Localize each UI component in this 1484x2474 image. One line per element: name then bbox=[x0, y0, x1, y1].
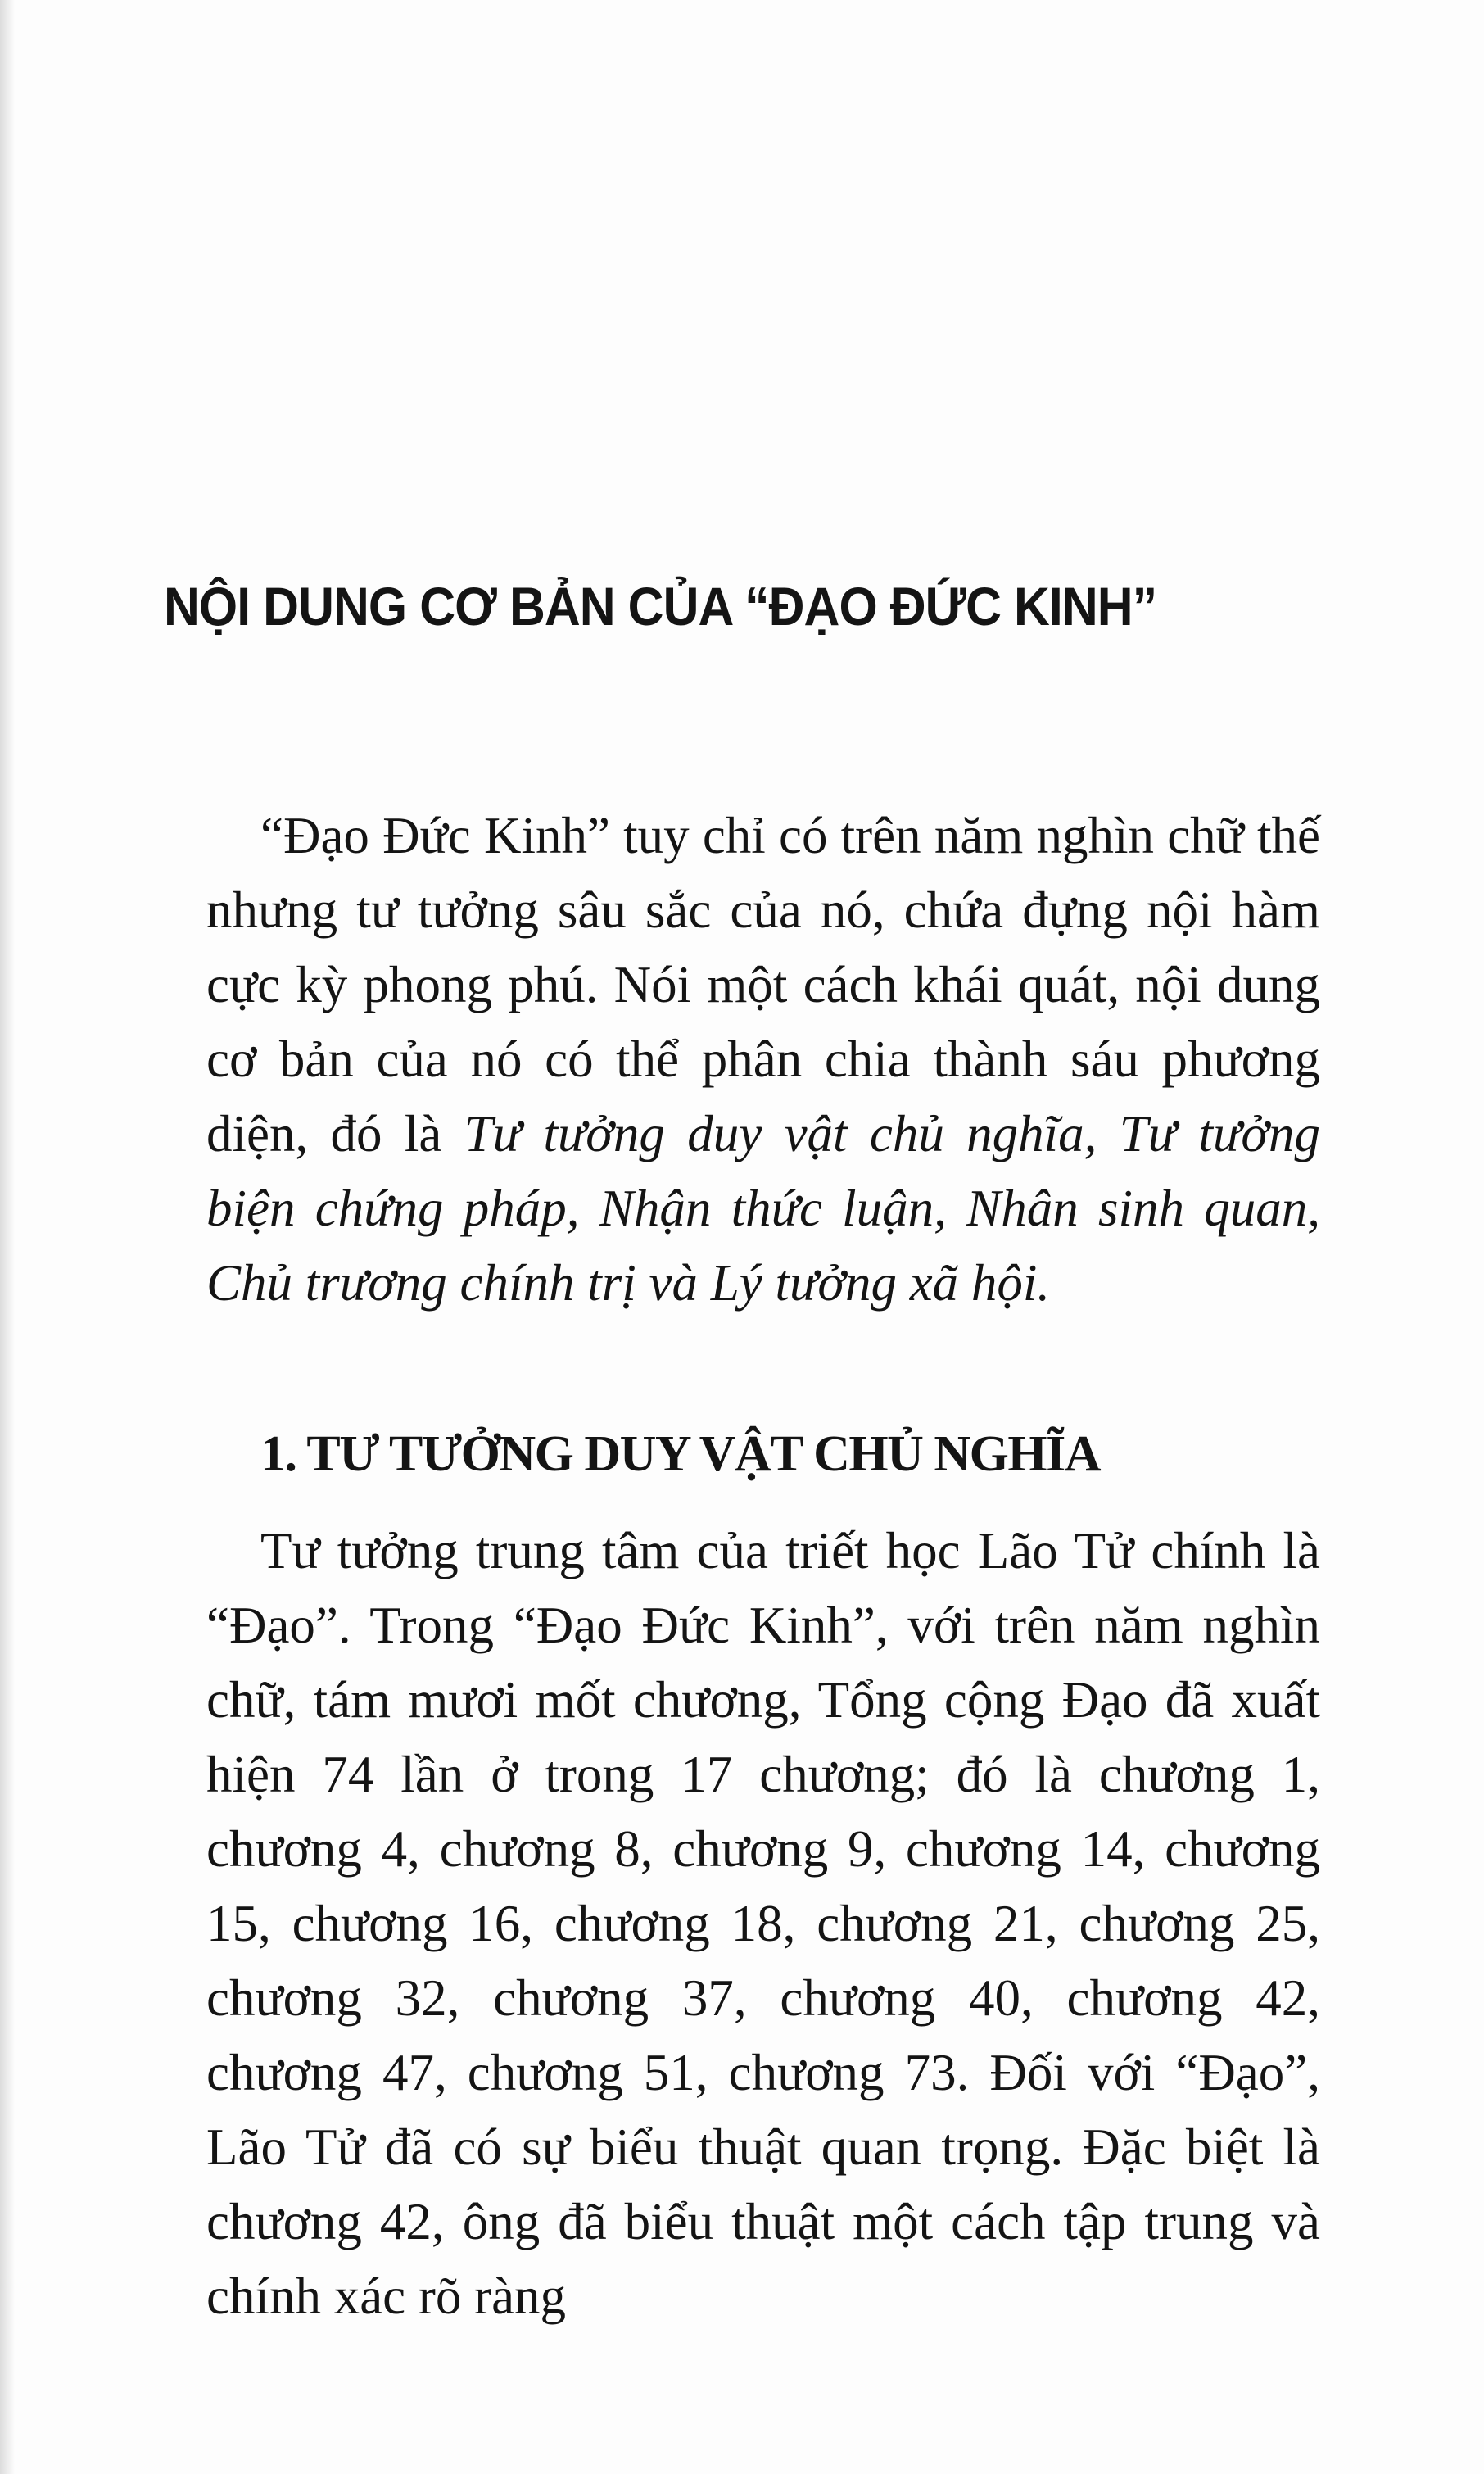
section-heading: 1. TƯ TƯỞNG DUY VẬT CHỦ NGHĨA bbox=[260, 1426, 1100, 1482]
intro-aspects-italic: Tư tưởng duy vật chủ nghĩa, Tư tưởng biện chứng pháp, Nhận thức luận, Nhân sinh quan, Chủ trương chính trị và Lý tưởng xã hội. bbox=[206, 1105, 1320, 1312]
section-paragraph: Tư tưởng trung tâm của triết học Lão Tử chính là “Đạo”. Trong “Đạo Đức Kinh”, với trên năm nghìn chữ, tám mươi mốt chương, Tổng cộng Đạo đã xuất hiện 74 lần ở trong 17 chương; đó là chương 1, chương 4, chương 8, chương 9, chương 14, chương 15, chương 16, chương 18, chương 21, chương 25, chương 32, chương 37, chương 40, chương 42, chương 47, chương 51, chương 73. Đối với “Đạo”, Lão Tử đã có sự biểu thuật quan trọng. Đặc biệt là chương 42, ông đã biểu thuật một cách tập trung và chính xác rõ ràng bbox=[206, 1522, 1320, 2325]
chapter-title: NỘI DUNG CƠ BẢN CỦA “ĐẠO ĐỨC KINH” bbox=[164, 576, 1157, 637]
page-gutter-shadow bbox=[0, 0, 15, 2474]
intro-lead-text: “Đạo Đức Kinh” tuy chỉ có trên năm nghìn chữ thế nhưng tư tưởng sâu sắc của nó, chứa đựng nội hàm cực kỳ phong phú. Nói một cách khái quát, nội dung cơ bản của nó có thể phân chia thành sáu phương diện, đó là bbox=[206, 807, 1320, 1162]
intro-paragraph bbox=[206, 799, 1320, 1321]
